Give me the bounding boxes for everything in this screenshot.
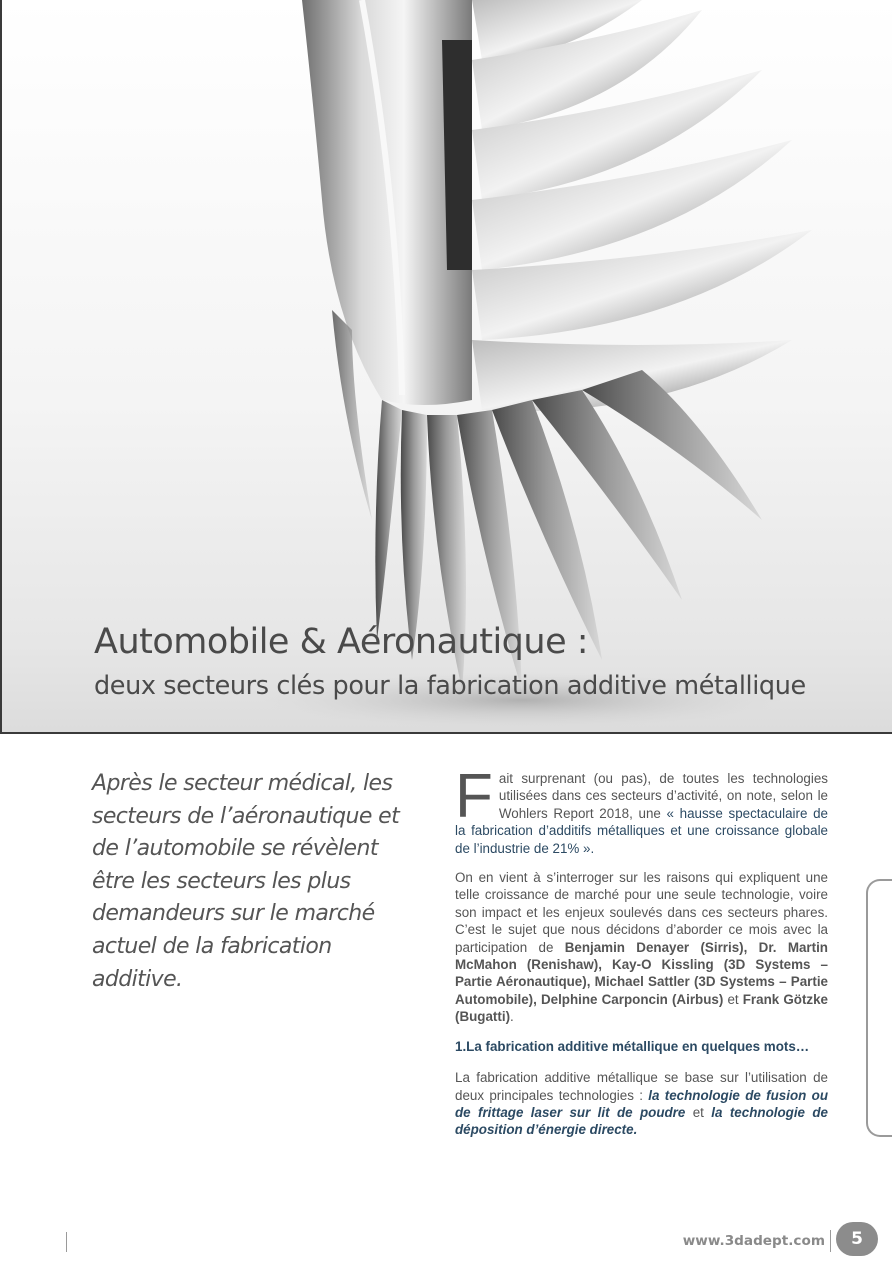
side-tab-frame — [866, 879, 892, 1137]
article-paragraph-2 — [455, 869, 828, 1026]
paragraph-3-connector: et — [685, 1104, 712, 1120]
page-subtitle: deux secteurs clés pour la fabrication additive métallique — [94, 671, 806, 701]
article-paragraph-1 — [455, 762, 828, 857]
footer-divider-left — [66, 1232, 67, 1252]
paragraph-2-last-name: Frank Götzke (Bugatti) — [455, 991, 828, 1025]
paragraph-3-tech-2: la technologie de déposition d’énergie directe. — [455, 1104, 829, 1138]
section-heading: 1.La fabrication additive métallique en quelques mots… — [455, 1038, 810, 1054]
article-paragraph-3 — [455, 1069, 828, 1139]
paragraph-2-end: . — [510, 1009, 514, 1025]
page-number-badge: 5 — [836, 1222, 878, 1256]
paragraph-3-tech-1: la technologie de fusion ou de frittage laser sur lit de poudre — [455, 1087, 828, 1120]
page-title: Automobile & Aéronautique : — [94, 622, 589, 662]
footer-divider-right — [830, 1230, 831, 1252]
paragraph-2-connector: et — [723, 991, 743, 1007]
paragraph-2-names: Benjamin Denayer (Sirris), Dr. Martin McMahon (Renishaw), Kay-O Kissling (3D Systems – Partie Aéronautique), Michael Sattler (3D Systems – Partie Automobile), Delphine Carponcin (Airbus) — [455, 939, 828, 1007]
paragraph-1-text: ait surprenant (ou pas), de toutes les technologies utilisées dans ces secteurs d’activité, on note, selon le Wohlers Report 2018, une — [498, 771, 828, 821]
article-column — [455, 762, 829, 1151]
footer-website-link[interactable]: www.3dadept.com — [682, 1233, 825, 1249]
paragraph-1-quote: « hausse spectaculaire de la fabrication d’additifs métalliques et une croissance globale de l’industrie de 21% ». — [455, 805, 828, 856]
dropcap-letter: F — [455, 762, 493, 831]
paragraph-2-text: On en vient à s’interroger sur les raisons qui expliquent une telle croissance de marché pour une seule technologie, voire son impact et les enjeux soulevés dans ces secteurs phares. C’est le sujet que nous décidons d’aborder ce mois avec la participation de — [455, 870, 828, 955]
paragraph-3-text: La fabrication additive métallique se base sur l’utilisation de deux principales technologies : — [455, 1070, 828, 1103]
lead-paragraph: Après le secteur médical, les secteurs de l’aéronautique et de l’automobile se révèlent être les secteurs les plus demandeurs sur le marché actuel de la fabrication additive. — [92, 771, 400, 992]
